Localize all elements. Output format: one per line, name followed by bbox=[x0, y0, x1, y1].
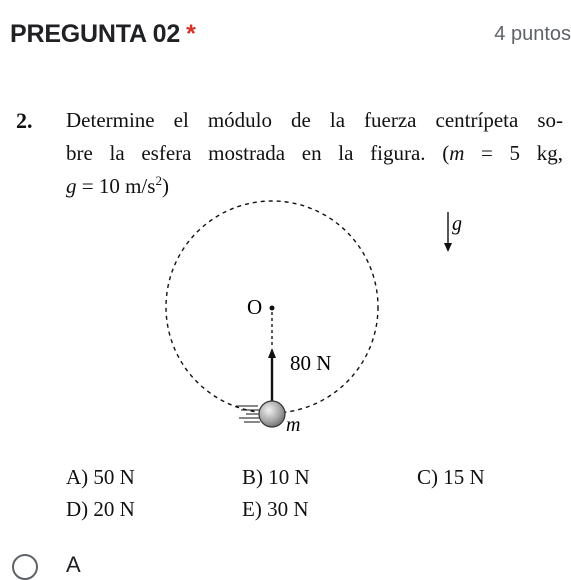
problem-text-segment: = 5 kg, bbox=[464, 141, 563, 165]
option-c: C) 15 N bbox=[417, 465, 485, 489]
question-title-text: PREGUNTA 02 bbox=[10, 20, 181, 48]
option-e: E) 30 N bbox=[242, 497, 309, 521]
answer-choice-label: A bbox=[66, 552, 81, 577]
gravity-arrowhead bbox=[444, 243, 452, 252]
problem-number: 2. bbox=[16, 108, 33, 133]
radio-button[interactable] bbox=[12, 554, 38, 580]
option-b: B) 10 N bbox=[242, 465, 310, 489]
problem-text-segment: = 10 m/s bbox=[76, 174, 156, 198]
gravity-symbol: g bbox=[66, 174, 77, 198]
mass-label: m bbox=[286, 414, 301, 436]
question-title bbox=[10, 20, 196, 49]
answer-choice-a[interactable] bbox=[8, 548, 208, 578]
exponent: 2 bbox=[155, 173, 162, 188]
center-point bbox=[270, 306, 275, 311]
required-asterisk: * bbox=[186, 20, 196, 48]
force-label: 80 N bbox=[290, 351, 332, 375]
problem-text-segment: ) bbox=[161, 174, 169, 198]
sphere bbox=[259, 401, 285, 427]
mass-symbol: m bbox=[449, 141, 465, 165]
problem-image bbox=[0, 100, 571, 540]
option-a: A) 50 N bbox=[66, 465, 135, 489]
circular-motion-figure bbox=[0, 100, 571, 440]
question-points: 4 puntos bbox=[494, 23, 571, 45]
center-label: O bbox=[247, 295, 263, 319]
gravity-label: g bbox=[452, 213, 462, 235]
force-arrowhead bbox=[268, 348, 276, 358]
problem-text-line-1: Determine el módulo de la fuerza centrípeta so- bbox=[66, 108, 563, 132]
question-header bbox=[0, 0, 571, 60]
option-d: D) 20 N bbox=[66, 497, 135, 521]
problem-text-segment: bre la esfera mostrada en la figura. ( bbox=[66, 141, 450, 165]
